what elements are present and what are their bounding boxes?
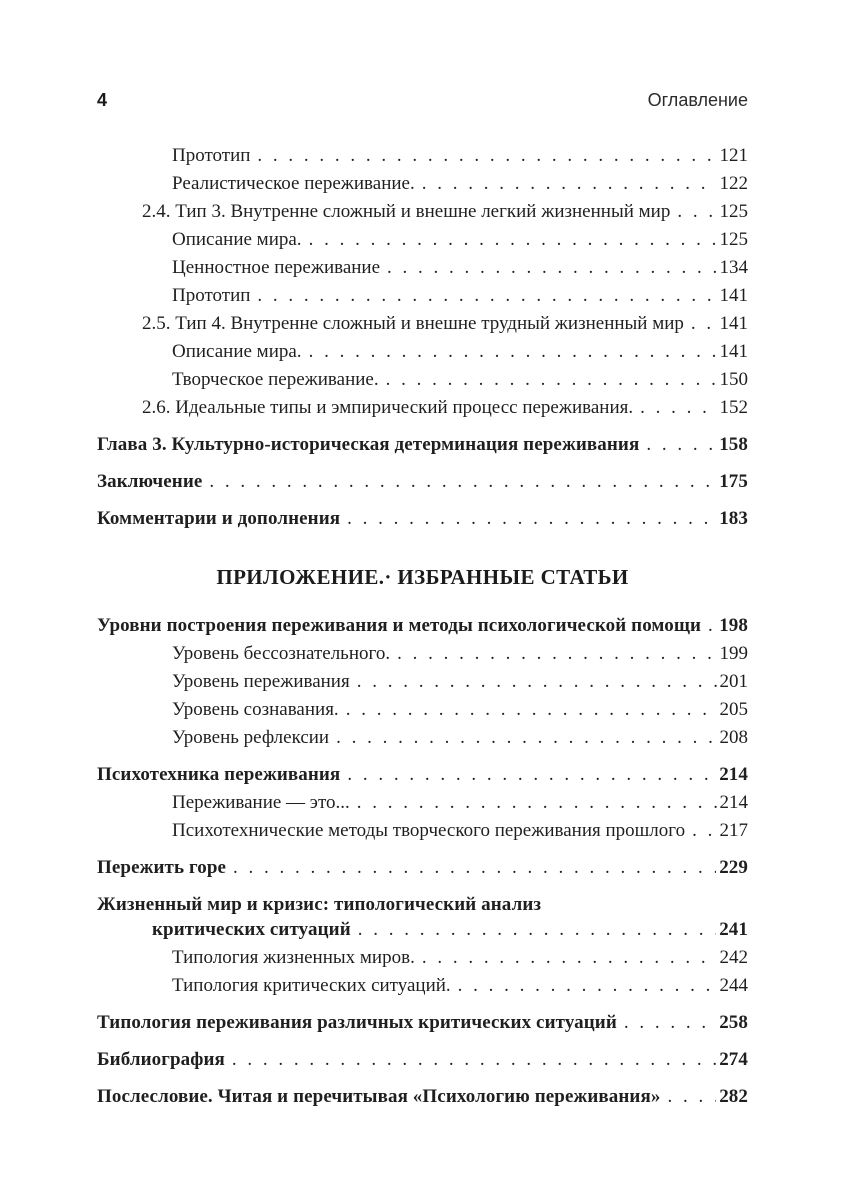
entry-title: Описание мира. [172, 341, 302, 362]
entry-page-number: 152 [719, 397, 748, 418]
entry-title: Уровень сознавания. [172, 699, 339, 720]
entry-page-number: 217 [719, 820, 748, 841]
entry-page-number: 201 [719, 671, 748, 692]
entry-title: Типология переживания различных критических ситуаций [97, 1012, 617, 1033]
toc-entry [97, 893, 748, 916]
entry-title: 2.4. Тип 3. Внутренне сложный и внешне легкий жизненный мир [142, 201, 671, 222]
dot-leader [309, 340, 717, 363]
entry-title: Пережить горе [97, 857, 227, 878]
dot-leader [209, 470, 716, 493]
dot-leader [336, 726, 716, 749]
dot-leader [358, 918, 716, 941]
toc-entry [97, 791, 748, 814]
dot-leader [309, 228, 717, 251]
entry-title: Психотехнические методы творческого переживания прошлого [172, 820, 686, 841]
toc-entry [97, 340, 748, 363]
toc-entry [97, 433, 748, 456]
toc-entry [97, 763, 748, 786]
entry-title: Ценностное переживание [172, 257, 381, 278]
dot-leader [257, 284, 716, 307]
entry-page-number: 198 [719, 615, 748, 636]
entry-page-number: 274 [719, 1049, 748, 1070]
entry-page-number: 244 [719, 975, 748, 996]
dot-leader [422, 946, 717, 969]
toc-entry [97, 172, 748, 195]
dot-leader [458, 974, 717, 997]
entry-page-number: 158 [719, 434, 748, 455]
dot-leader [422, 172, 717, 195]
entry-title: Жизненный мир и кризис: типологический анализ [97, 894, 542, 915]
toc-entry [97, 396, 748, 419]
dot-leader [357, 670, 717, 693]
entry-page-number: 141 [719, 313, 748, 334]
entry-title: Заключение [97, 471, 203, 492]
entry-title: Уровень бессознательного. [172, 643, 391, 664]
entry-title: Типология жизненных миров. [172, 947, 415, 968]
entry-page-number: 141 [719, 341, 748, 362]
entry-page-number: 183 [719, 508, 748, 529]
dot-leader [357, 791, 717, 814]
dot-leader [347, 763, 716, 786]
toc-entry [97, 918, 748, 941]
toc-entry [97, 974, 748, 997]
toc-entry [97, 144, 748, 167]
toc-entry [97, 642, 748, 665]
entry-title: Уровни построения переживания и методы психологической помощи [97, 615, 702, 636]
toc-entry [97, 819, 748, 842]
entry-page-number: 258 [719, 1012, 748, 1033]
toc-list [97, 144, 748, 1108]
toc-entry [97, 698, 748, 721]
entry-page-number: 175 [719, 471, 748, 492]
dot-leader [667, 1085, 716, 1108]
entry-page-number: 229 [719, 857, 748, 878]
entry-title: Психотехника переживания [97, 764, 341, 785]
entry-page-number: 150 [719, 369, 748, 390]
entry-page-number: 125 [719, 229, 748, 250]
dot-leader [387, 256, 716, 279]
toc-entry [97, 200, 748, 223]
entry-page-number: 199 [719, 643, 748, 664]
entry-title: Послесловие. Читая и перечитывая «Психологию переживания» [97, 1086, 661, 1107]
entry-page-number: 208 [719, 727, 748, 748]
toc-entry [97, 1048, 748, 1071]
toc-entry [97, 856, 748, 879]
entry-page-number: 214 [719, 764, 748, 785]
dot-leader [646, 433, 716, 456]
entry-title: Творческое переживание. [172, 369, 379, 390]
dot-leader [624, 1011, 716, 1034]
dot-leader [232, 1048, 716, 1071]
dot-leader [386, 368, 717, 391]
entry-title: Уровень рефлексии [172, 727, 330, 748]
toc-entry [97, 368, 748, 391]
entry-page-number: 134 [719, 257, 748, 278]
dot-leader [692, 819, 716, 842]
entry-title: Переживание — это... [172, 792, 350, 813]
entry-title: Уровень переживания [172, 671, 350, 692]
entry-title: Прототип [172, 145, 251, 166]
entry-page-number: 242 [719, 947, 748, 968]
toc-entry [97, 946, 748, 969]
entry-title: Глава 3. Культурно-историческая детерминация переживания [97, 434, 640, 455]
page-header [97, 90, 748, 110]
entry-title: Комментарии и дополнения [97, 508, 341, 529]
entry-page-number: 122 [719, 173, 748, 194]
dot-leader [397, 642, 716, 665]
toc-entry [97, 256, 748, 279]
entry-title: Библиография [97, 1049, 225, 1070]
entry-title: Описание мира. [172, 229, 302, 250]
page-number: 4 [97, 90, 108, 110]
toc-entry [97, 1085, 748, 1108]
entry-page-number: 214 [719, 792, 748, 813]
toc-entry [97, 507, 748, 530]
dot-leader [347, 507, 716, 530]
entry-title: критических ситуаций [152, 919, 351, 940]
toc-entry [97, 284, 748, 307]
dot-leader [708, 614, 716, 637]
toc-entry [97, 470, 748, 493]
toc-entry [97, 614, 748, 637]
entry-title: Прототип [172, 285, 251, 306]
entry-page-number: 125 [719, 201, 748, 222]
dot-leader [691, 312, 717, 335]
entry-page-number: 141 [719, 285, 748, 306]
entry-page-number: 241 [719, 919, 748, 940]
running-head: Оглавление [647, 90, 748, 110]
toc-entry [97, 228, 748, 251]
entry-title: 2.6. Идеальные типы и эмпирический процесс переживания. [142, 397, 634, 418]
entry-title: 2.5. Тип 4. Внутренне сложный и внешне трудный жизненный мир [142, 313, 684, 334]
appendix-heading: ПРИЛОЖЕНИЕ.· ИЗБРАННЫЕ СТАТЬИ [216, 565, 629, 589]
toc-entry [97, 726, 748, 749]
dot-leader [346, 698, 717, 721]
dot-leader [233, 856, 716, 879]
dot-leader [677, 200, 716, 223]
toc-entry [97, 670, 748, 693]
toc-entry [97, 312, 748, 335]
entry-page-number: 121 [719, 145, 748, 166]
entry-title: Реалистическое переживание. [172, 173, 415, 194]
toc-entry [97, 1011, 748, 1034]
dot-leader [640, 396, 716, 419]
dot-leader [257, 144, 716, 167]
entry-title: Типология критических ситуаций. [172, 975, 451, 996]
entry-page-number: 282 [719, 1086, 748, 1107]
entry-page-number: 205 [719, 699, 748, 720]
